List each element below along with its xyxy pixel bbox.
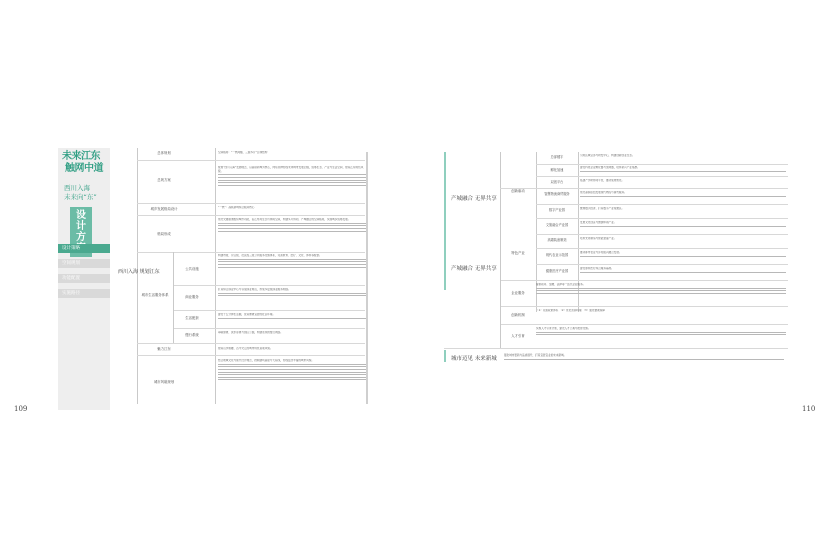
row-text [218, 254, 366, 284]
item-text [580, 267, 786, 274]
item-label: 文旅融合产业园 [545, 223, 569, 227]
item-text-line: 提供政务、金融、法律等一站式企业服务。 [536, 283, 586, 286]
row-line [173, 328, 365, 329]
row-label: 城乡发展格局设计 [150, 207, 178, 211]
item-label: 创新机制 [511, 313, 525, 317]
item-text-line: 建设科技企业孵化器与加速器，培育新兴产业集群。 [580, 166, 640, 169]
row-text-line: 结合地域文化与现代设计理念，控制建筑高度与天际线，形成层次丰富的城市风貌。 [218, 359, 314, 362]
item-label: 智慧物流商贸服务 [544, 192, 570, 196]
row-text [218, 218, 366, 250]
item-text [580, 179, 786, 183]
row-text [218, 166, 366, 200]
item-label: 健康医疗产业园 [545, 269, 569, 273]
item-label: 总部楼宇 [550, 155, 564, 159]
row-line [137, 343, 365, 344]
accent-bar [444, 152, 446, 290]
row-line [137, 215, 365, 216]
item-text [536, 283, 786, 305]
row-label: 格局形成 [157, 232, 171, 236]
row-text-line: 构建市级、片区级、社区级三级公共服务设施体系，完善教育、医疗、文化、体育等配套。 [218, 254, 322, 257]
nav-item-function[interactable]: 功能配置 [58, 274, 110, 283]
footer-category: 城市迈见 未来新城 [451, 356, 497, 362]
row-line [444, 348, 788, 349]
item-label: 企业服务 [511, 291, 525, 295]
right-category: 产城融合 无界共享 [451, 266, 497, 272]
row-line [173, 285, 365, 286]
nav-item-spatial[interactable]: 空间规划 [58, 259, 110, 268]
row-label: 总体规划 [157, 151, 171, 155]
row-label: 总规方案 [157, 178, 171, 182]
group-label: 创新驱动 [511, 189, 525, 193]
page-number-left: 109 [14, 405, 28, 413]
logo-line-1: 未来江东 [62, 151, 100, 162]
row-line [173, 310, 365, 311]
item-text [580, 251, 786, 258]
logo-line-2: 触网中道 [65, 163, 103, 174]
item-label: 现代农业示范园 [545, 253, 569, 257]
row-line [137, 355, 365, 356]
right-plan-table [444, 152, 788, 372]
row-text [218, 151, 366, 155]
item-text-line: （1）完善政策体系 （2）优化营商环境 （3）强化要素保障 [536, 309, 605, 312]
group-label: 特色产业 [511, 251, 525, 255]
item-label: 孵化加速 [550, 168, 564, 172]
page-number-right: 110 [802, 405, 816, 413]
row-line [500, 188, 788, 189]
row-line [536, 204, 788, 205]
row-text [218, 331, 366, 342]
row-text-line: 空间格局：“一核两轴、三廊多片”总体结构 [218, 151, 268, 154]
left-plan-table [115, 148, 365, 404]
row-line [536, 264, 788, 265]
row-label: 魅力江东 [157, 347, 171, 351]
sub-row-label: 慢行系统 [185, 333, 199, 337]
item-label: 人才引育 [511, 334, 525, 338]
section-title-char: 设 [76, 210, 86, 221]
item-text [536, 309, 786, 313]
item-text [580, 191, 786, 198]
row-line [536, 234, 788, 235]
row-text-line: 塑造山水相融、古今交汇的城市特色景观风貌。 [218, 347, 273, 350]
row-text-line: “一核”：高铁新城综合服务核心 [218, 206, 255, 209]
row-label: 城市风貌规划 [153, 380, 175, 384]
item-label: 数字产业园 [549, 208, 565, 212]
row-line [137, 203, 365, 204]
nav-item-strategy[interactable]: 设计策略 [58, 244, 110, 253]
row-text [218, 206, 366, 210]
item-text-line: 实施人才引进计划，建设人才公寓与配套设施。 [536, 327, 591, 330]
nav-item-implementation[interactable]: 实施路径 [58, 289, 110, 298]
slogan-line-2: 未来向“东” [64, 193, 97, 201]
item-text-line: 发展文化创意与旅游休闲产业。 [580, 221, 617, 224]
table-divider [215, 148, 216, 404]
row-line [500, 306, 788, 307]
slogan-line-1: 西川入海 [64, 184, 90, 192]
row-text-line: 串联绿道、滨水步道与街区公园，构建连续的慢行网络。 [218, 331, 283, 334]
row-line [536, 218, 788, 219]
item-text [580, 154, 786, 158]
row-line [500, 280, 788, 281]
row-line [500, 324, 788, 325]
item-text-line: 建设康养医疗综合服务基地。 [580, 267, 614, 270]
row-line [536, 176, 788, 177]
row-line [536, 164, 788, 165]
accent-bar [444, 350, 446, 362]
row-line [137, 160, 365, 161]
item-label: 双创平台 [550, 180, 564, 184]
row-line [536, 248, 788, 249]
item-text [536, 327, 786, 347]
item-text-line: 培育先进制造与智能装备产业。 [580, 237, 617, 240]
page-edge-bar [366, 152, 368, 404]
item-text [580, 221, 786, 228]
item-text [580, 237, 786, 241]
section-title-char: 计 [76, 221, 86, 232]
sub-row-label: 生活配套 [185, 316, 199, 320]
item-text [580, 207, 786, 211]
row-text [218, 347, 366, 351]
footer-note-text: 强化城市更新与品质提升，打造宜居宜业的未来新城。 [504, 354, 567, 357]
item-text-line: 引进区域总部与研发中心，构建创新创业生态。 [580, 154, 635, 157]
footer-note [504, 354, 784, 361]
item-label: 高端装备制造 [547, 238, 567, 242]
row-line [137, 252, 365, 253]
slogan [64, 184, 97, 202]
row-text [218, 359, 366, 403]
row-text [218, 288, 366, 308]
right-category: 产城融合 无界共享 [451, 196, 497, 202]
item-text-line: 推动都市农业与乡村振兴融合发展。 [580, 251, 622, 254]
row-text [218, 313, 366, 327]
row-text-line: 规划“西川入海”发展理念，以高铁新城为核心，向东延伸形成未来城市发展主轴，统筹生态、产业与生活空间，塑造江东特色风貌。 [218, 166, 364, 173]
item-text-line: 聚焦数字经济，打造数字产业集聚区。 [580, 207, 625, 210]
sub-row-label: 商业服务 [185, 295, 199, 299]
row-label: 城市生活服务体系 [141, 293, 169, 297]
row-text-line: 打造综合商业中心与邻里商业网点，形成多层级商业服务网络。 [218, 288, 291, 291]
row-text-line: 建设十五分钟生活圈，营造便捷宜居的社区环境。 [218, 313, 276, 316]
sub-row-label: 公共设施 [185, 267, 199, 271]
row-text-line: 依托交通廊道组织城市功能，沿江布局生态与休闲空间，构建多片协同、产城融合的空间格局，实现城乡统筹发展。 [218, 218, 351, 221]
item-text [580, 166, 786, 173]
item-text-line: 依托高铁枢纽发展现代物流与商贸服务。 [580, 191, 627, 194]
brand-logo [62, 151, 106, 179]
section-title-char: 方 [76, 232, 86, 243]
item-text-line: 搭建产学研协同平台，推动成果转化。 [580, 179, 625, 182]
table-divider [137, 148, 138, 404]
left-category: 西川入海 规划江东 [118, 269, 160, 275]
section-nav [58, 244, 110, 304]
